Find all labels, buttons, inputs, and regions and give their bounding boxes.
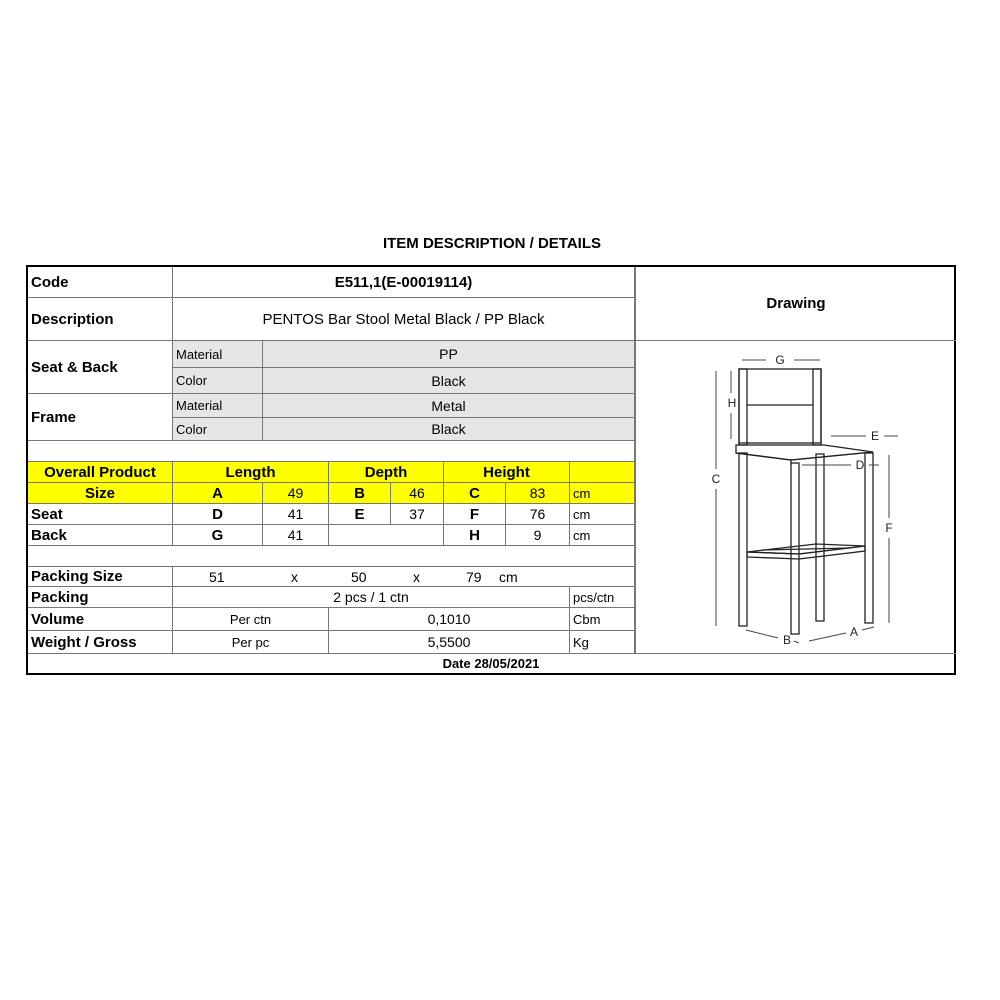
dim-h-value: 9	[506, 525, 570, 546]
seat-edge	[736, 453, 791, 460]
dim-d-value: 41	[263, 504, 329, 525]
packing-size-value	[173, 567, 635, 587]
unit-header	[570, 462, 635, 483]
dim-a-value: 49	[263, 483, 329, 504]
dim-f-value: 76	[506, 504, 570, 525]
dim-c-value: 83	[506, 483, 570, 504]
packing-label: Packing	[28, 587, 173, 608]
drawing-letter-h: H	[727, 396, 737, 410]
drawing-letter-d: D	[855, 458, 865, 472]
volume-label: Volume	[28, 608, 173, 631]
drawing-letter-f: F	[885, 521, 893, 535]
drawing-letter-a: A	[849, 625, 859, 639]
overall-unit: cm	[570, 483, 635, 504]
seat-label: Seat	[28, 504, 173, 525]
packing-size-unit: cm	[499, 568, 518, 585]
back-unit: cm	[570, 525, 635, 546]
seat-back-color-label: Color	[173, 368, 263, 394]
weight-label: Weight / Gross	[28, 631, 173, 654]
back-empty-cell	[329, 525, 444, 546]
code-value: E511,1(E-00019114)	[173, 267, 635, 298]
packing-value: 2 pcs / 1 ctn	[173, 587, 570, 608]
dim-e-letter: E	[329, 504, 391, 525]
back-label: Back	[28, 525, 173, 546]
dim-line-b-left	[746, 630, 778, 638]
packing-size-x2: x	[413, 568, 420, 585]
packing-size-x1: x	[291, 568, 298, 585]
dim-line-b-right	[794, 641, 799, 643]
spacer-row-2	[28, 546, 635, 567]
date-footer: Date 28/05/2021	[442, 656, 540, 671]
spec-table	[26, 265, 956, 675]
drawing-letter-g: G	[775, 353, 785, 367]
drawing-letter-e: E	[870, 429, 880, 443]
dim-b-value: 46	[391, 483, 444, 504]
dim-line-a-left	[809, 633, 846, 641]
depth-header: Depth	[329, 462, 444, 483]
volume-value: 0,1010	[329, 608, 570, 631]
dim-e-value: 37	[391, 504, 444, 525]
dim-a-letter: A	[173, 483, 263, 504]
dim-d-letter: D	[173, 504, 263, 525]
code-label: Code	[28, 267, 173, 298]
packing-unit: pcs/ctn	[570, 587, 635, 608]
spacer-row	[28, 441, 635, 462]
overall-label-2: Size	[28, 483, 173, 504]
document-title: ITEM DESCRIPTION / DETAILS	[382, 235, 602, 252]
description-label: Description	[28, 298, 173, 341]
packing-size-label: Packing Size	[28, 567, 173, 587]
seat-top	[736, 445, 873, 460]
drawing-area	[635, 341, 956, 654]
weight-per: Per pc	[173, 631, 329, 654]
dim-g-value: 41	[263, 525, 329, 546]
bar-stool-drawing	[636, 341, 957, 654]
dim-line-a-right	[862, 627, 874, 630]
leg-front-right	[791, 463, 799, 634]
seat-back-label: Seat & Back	[28, 341, 173, 394]
drawing-letter-c: C	[711, 472, 721, 486]
frame-color: Black	[263, 418, 635, 441]
backrest-outline	[739, 369, 821, 443]
frame-material: Metal	[263, 394, 635, 418]
packing-size-width: 50	[351, 568, 367, 585]
height-header: Height	[444, 462, 570, 483]
leg-front-left	[739, 453, 747, 626]
weight-unit: Kg	[570, 631, 635, 654]
seat-back-material: PP	[263, 341, 635, 368]
frame-color-label: Color	[173, 418, 263, 441]
weight-value: 5,5500	[329, 631, 570, 654]
frame-material-label: Material	[173, 394, 263, 418]
seat-unit: cm	[570, 504, 635, 525]
packing-size-length: 51	[209, 568, 225, 585]
seat-back-material-label: Material	[173, 341, 263, 368]
volume-per: Per ctn	[173, 608, 329, 631]
length-header: Length	[173, 462, 329, 483]
dim-g-letter: G	[173, 525, 263, 546]
back-post-left	[739, 369, 747, 445]
seat-back-color: Black	[263, 368, 635, 394]
dim-h-letter: H	[444, 525, 506, 546]
drawing-label: Drawing	[635, 267, 956, 341]
leg-back-left	[816, 454, 824, 621]
leg-back-right	[865, 453, 873, 623]
packing-size-height: 79	[466, 568, 482, 585]
overall-label-1: Overall Product	[28, 462, 173, 483]
dim-c-letter: C	[444, 483, 506, 504]
frame-label: Frame	[28, 394, 173, 441]
dim-b-letter: B	[329, 483, 391, 504]
back-post-right	[813, 369, 821, 445]
volume-unit: Cbm	[570, 608, 635, 631]
dim-f-letter: F	[444, 504, 506, 525]
description-value: PENTOS Bar Stool Metal Black / PP Black	[173, 298, 635, 341]
drawing-letter-b: B	[782, 633, 792, 647]
